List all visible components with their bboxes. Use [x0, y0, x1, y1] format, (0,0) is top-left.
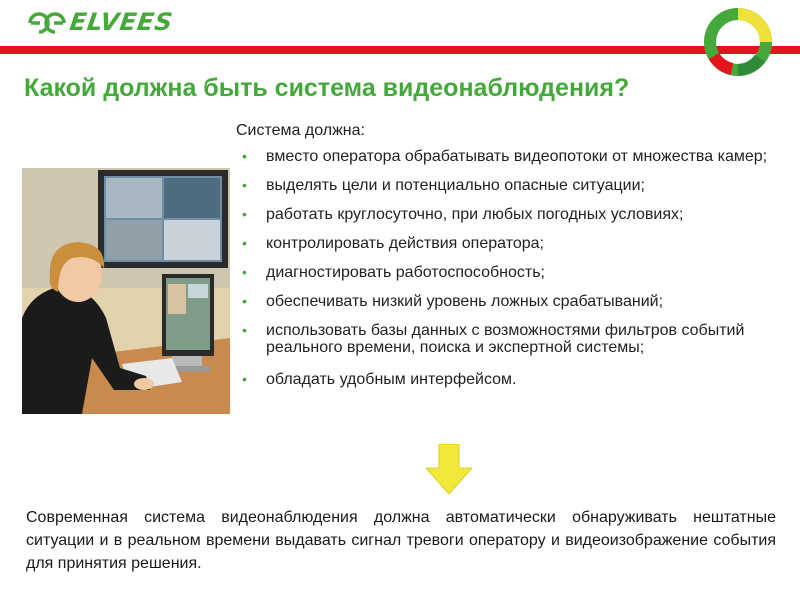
list-item	[236, 148, 791, 165]
list-item	[236, 177, 791, 194]
operator-photo	[22, 168, 230, 414]
list-item-text: обладать удобным интерфейсом.	[266, 371, 517, 388]
bullet-icon: •	[242, 264, 247, 280]
bullet-icon: •	[242, 293, 247, 309]
requirements-section	[236, 122, 791, 400]
requirements-list	[236, 148, 791, 388]
list-item-text: вместо оператора обрабатывать видеопотоки от множества камер;	[266, 148, 768, 165]
logo-text: ELVEES	[68, 8, 175, 36]
bullet-icon: •	[242, 206, 247, 222]
list-item-text: использовать базы данных с возможностями фильтров событий реального времени, поиска и экспертной системы;	[266, 322, 745, 356]
page-title: Какой должна быть система видеонаблюдения?	[24, 74, 630, 102]
list-item	[236, 235, 791, 252]
conclusion-text: Современная система видеонаблюдения должна автоматически обнаруживать нештатные ситуации и в реальном времени выдавать сигнал тревоги оператору и видеоизображение события для принятия решения.	[26, 509, 776, 572]
list-item-text: выделять цели и потенциально опасные ситуации;	[266, 177, 645, 194]
bullet-icon: •	[242, 322, 247, 338]
list-item	[236, 264, 791, 281]
list-item-text: диагностировать работоспособность;	[266, 264, 545, 281]
elvees-logo-mark-icon	[26, 10, 68, 36]
bullet-icon: •	[242, 235, 247, 251]
bullet-icon: •	[242, 148, 247, 164]
list-item	[236, 206, 791, 223]
bullet-icon: •	[242, 177, 247, 193]
elvees-logo	[26, 6, 175, 40]
list-item-text: работать круглосуточно, при любых погодных условиях;	[266, 206, 684, 223]
operator-at-workstation-icon	[22, 168, 230, 414]
green-ring-logo-icon	[702, 6, 774, 78]
requirements-intro: Система должна:	[236, 122, 365, 139]
list-item	[236, 293, 791, 310]
list-item-text: обеспечивать низкий уровень ложных срабатываний;	[266, 293, 664, 310]
list-item	[236, 371, 791, 388]
list-item-text: контролировать действия оператора;	[266, 235, 544, 252]
list-item	[236, 322, 791, 356]
header-red-bar	[0, 46, 800, 54]
bullet-icon: •	[242, 371, 247, 387]
yellow-down-arrow-icon	[426, 444, 472, 494]
